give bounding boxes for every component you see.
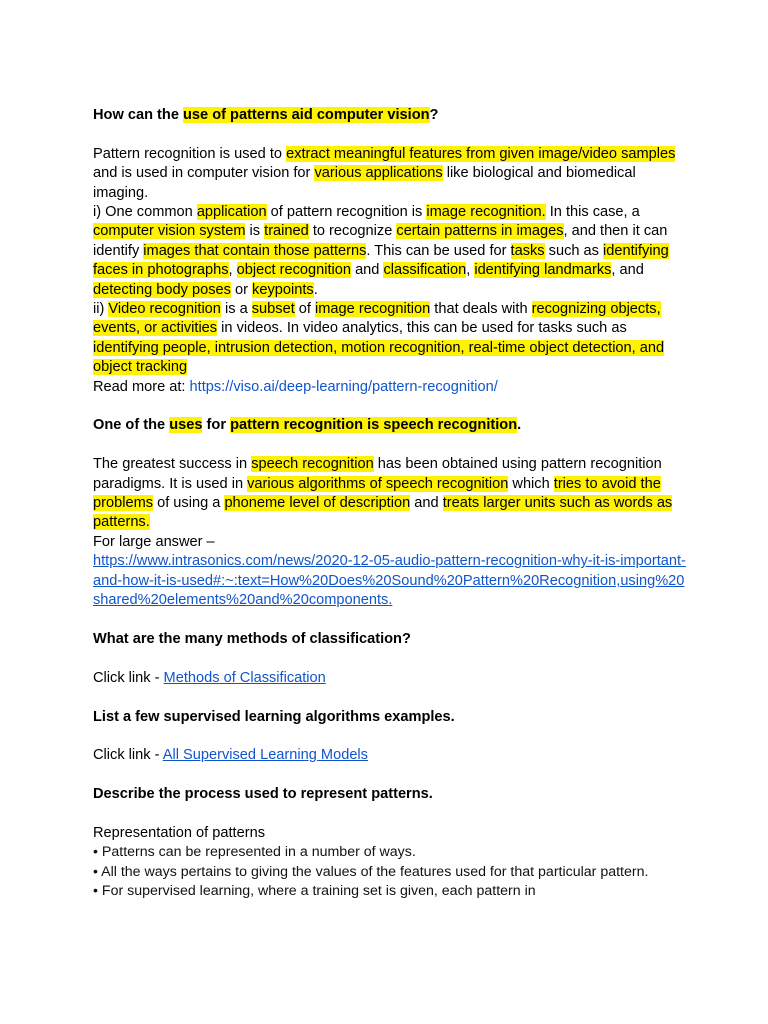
body-text: of pattern recognition is: [266, 204, 427, 221]
read-more-label: Read more at:: [93, 378, 190, 395]
highlighted-text: phoneme level of description: [224, 495, 411, 512]
body-text: or: [230, 281, 253, 298]
large-answer-line: [93, 552, 688, 610]
highlighted-text: image recognition.: [426, 204, 546, 221]
body-text: has been obtained using pattern recognition paradigms. It is used in: [93, 456, 662, 492]
body-text: which: [508, 475, 554, 492]
representation-bullet-2: • All the ways pertains to giving the values of the features used for that particular pattern.: [93, 863, 649, 880]
body-text: and is used in computer vision for: [93, 165, 315, 182]
highlighted-text: application: [196, 204, 267, 221]
question-classification-methods: What are the many methods of classification?: [93, 630, 411, 647]
question-text: How can the: [93, 107, 184, 123]
body-text: The greatest success in: [93, 456, 252, 473]
highlighted-text: uses: [169, 417, 203, 434]
body-text: , and then it can identify: [93, 223, 668, 259]
highlighted-text: computer vision system: [93, 223, 246, 240]
body-text: and: [410, 495, 443, 512]
body-text: of: [294, 301, 316, 318]
large-answer-label: For large answer –: [93, 533, 215, 550]
body-text: One of the: [93, 417, 170, 434]
representation-bullet-3: • For supervised learning, where a training set is given, each pattern in: [93, 883, 536, 900]
question-text: ?: [429, 107, 439, 123]
highlighted-text: tries to avoid the problems: [93, 475, 661, 512]
question-computer-vision: [93, 106, 688, 125]
body-text: Pattern recognition is used to: [93, 145, 287, 162]
click-link-line-supervised: [93, 746, 688, 765]
body-text: is a: [220, 301, 252, 318]
paragraph-image-recognition: [93, 203, 688, 300]
representation-heading: Representation of patterns: [93, 824, 265, 841]
read-more-line: [93, 378, 688, 397]
read-more-link[interactable]: https://viso.ai/deep-learning/pattern-recognition/: [189, 378, 498, 395]
click-link-label: Click link -: [93, 669, 164, 686]
highlighted-text: extract meaningful features from given image/video samples: [286, 145, 676, 162]
body-text: .: [517, 417, 522, 434]
highlighted-text: various algorithms of speech recognition: [247, 475, 509, 492]
body-text: i) One common: [93, 204, 197, 221]
highlighted-text: identifying landmarks: [474, 262, 612, 279]
highlighted-text: pattern recognition is speech recognition: [230, 417, 518, 434]
question-highlight: use of patterns aid computer vision: [183, 107, 430, 123]
large-answer-link[interactable]: https://www.intrasonics.com/news/2020-12-05-audio-pattern-recognition-why-it-is-important-and-how-it-is-used#:~:text=How%20Does%20Sound%20Pattern%20Recognition,using%20shared%20elements%20and%20components.: [93, 553, 686, 609]
click-link-label: Click link -: [93, 747, 163, 764]
question-supervised-algorithms: List a few supervised learning algorithms examples.: [93, 708, 455, 725]
highlighted-text: identifying people, intrusion detection, motion recognition, real-time object detection, and object tracking: [93, 339, 665, 376]
body-text: ii): [93, 301, 109, 318]
representation-bullet-1: • Patterns can be represented in a number of ways.: [93, 844, 416, 861]
body-text: ,: [466, 262, 475, 279]
question-represent-patterns: Describe the process used to represent patterns.: [93, 786, 433, 803]
highlighted-text: trained: [264, 223, 309, 240]
body-text: . This can be used for: [366, 242, 511, 259]
body-text: such as: [544, 242, 604, 259]
highlighted-text: various applications: [314, 165, 443, 182]
highlighted-text: classification: [383, 262, 467, 279]
body-text: for: [202, 417, 231, 434]
paragraph-pattern-recognition-intro: [93, 145, 688, 203]
paragraph-speech-recognition: [93, 455, 688, 533]
body-text: In this case, a: [545, 204, 640, 221]
body-text: .: [313, 281, 318, 298]
body-text: ,: [228, 262, 237, 279]
highlighted-text: speech recognition: [251, 456, 374, 473]
body-text: , and: [611, 262, 644, 279]
highlighted-text: image recognition: [315, 301, 431, 318]
body-text: to recognize: [308, 223, 397, 240]
body-text: and: [351, 262, 384, 279]
highlighted-text: tasks: [510, 242, 545, 259]
highlighted-text: object recognition: [236, 262, 352, 279]
highlighted-text: images that contain those patterns: [143, 242, 367, 259]
body-text: of using a: [153, 495, 225, 512]
highlighted-text: certain patterns in images: [396, 223, 564, 240]
supervised-learning-models-link[interactable]: All Supervised Learning Models: [162, 747, 368, 764]
highlighted-text: subset: [251, 301, 295, 318]
paragraph-video-recognition: [93, 300, 688, 378]
click-link-line-classification: [93, 669, 688, 688]
body-text: that deals with: [430, 301, 532, 318]
body-text: like biological and biomedical imaging.: [93, 165, 636, 201]
body-text: in videos. In video analytics, this can be used for tasks such as: [217, 320, 627, 337]
methods-of-classification-link[interactable]: Methods of Classification: [163, 669, 326, 686]
highlighted-text: Video recognition: [108, 301, 221, 318]
highlighted-text: detecting body poses: [93, 281, 231, 298]
question-speech-recognition: [93, 416, 688, 435]
highlighted-text: identifying faces in photographs: [93, 242, 669, 279]
highlighted-text: recognizing objects, events, or activities: [93, 301, 661, 337]
highlighted-text: treats larger units such as words as patterns.: [93, 495, 673, 531]
highlighted-text: keypoints: [252, 281, 314, 298]
body-text: is: [245, 223, 265, 240]
